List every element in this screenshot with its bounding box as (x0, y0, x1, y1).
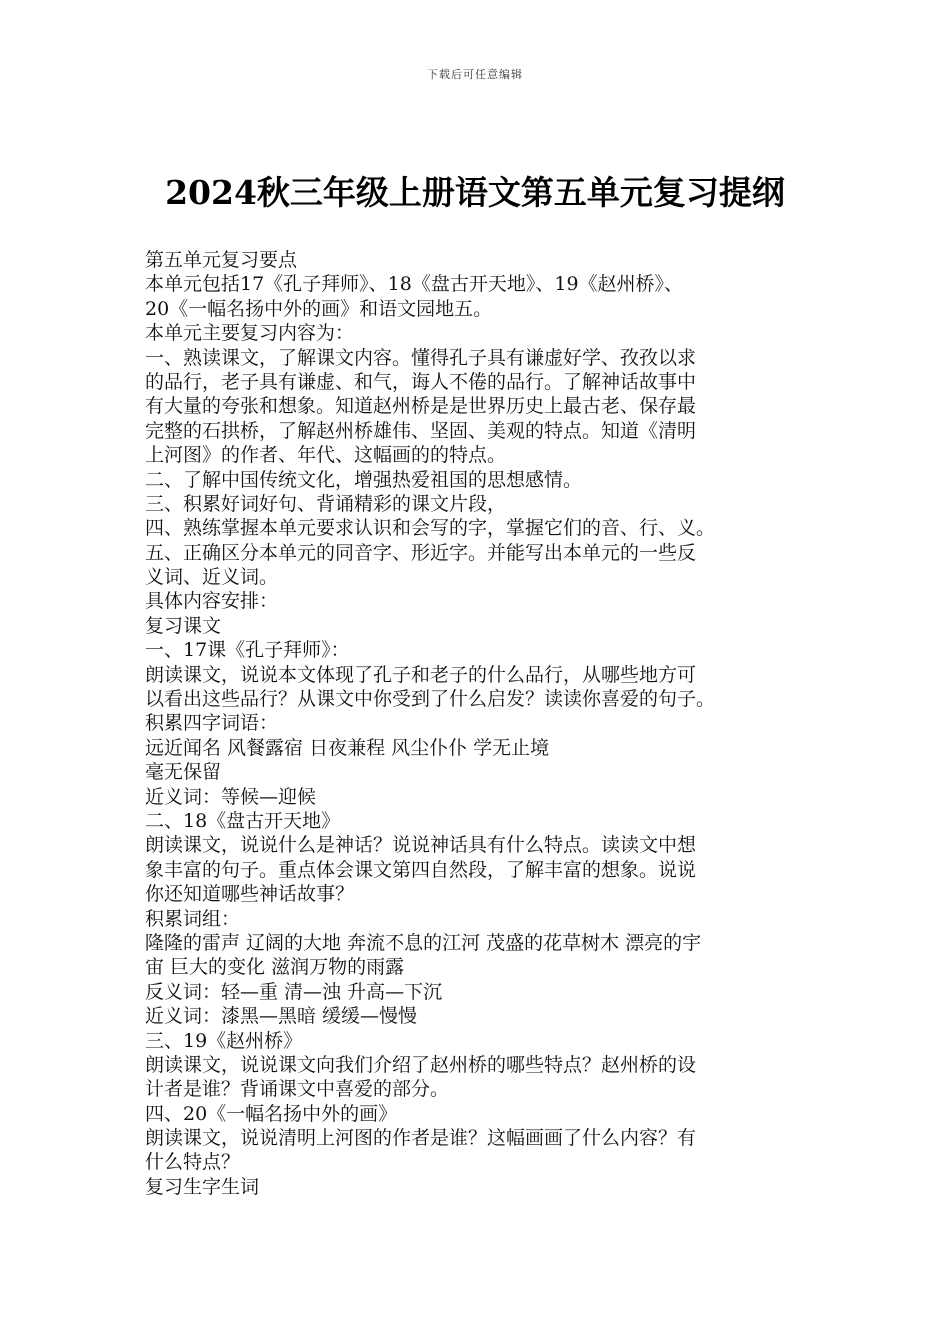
text-line: 朗读课文，说说什么是神话？说说神话具有什么特点。读读文中想 (145, 834, 697, 857)
text-line: 二、18《盘古开天地》 (145, 809, 341, 832)
page-header-note: 下载后可任意编辑 (427, 68, 523, 81)
text-line: 本单元包括17《孔子拜师》、18《盘古开天地》、19《赵州桥》、 (145, 273, 684, 296)
document-title: 2024秋三年级上册语文第五单元复习提纲 (165, 173, 785, 212)
text-line: 一、熟读课文，了解课文内容。懂得孔子具有谦虚好学、孜孜以求 (145, 346, 697, 369)
text-line: 你还知道哪些神话故事？ (145, 883, 355, 906)
text-line: 具体内容安排： (145, 590, 279, 613)
text-line: 毫无保留 (145, 761, 222, 784)
text-line: 什么特点？ (145, 1151, 241, 1174)
text-line: 近义词：漆黑—黑暗 缓缓—慢慢 (145, 1005, 418, 1028)
text-line: 积累四字词语： (145, 712, 279, 735)
text-line: 复习课文 (145, 614, 222, 637)
text-line: 三、19《赵州桥》 (145, 1029, 303, 1052)
text-line: 积累词组： (145, 907, 241, 930)
document-body (145, 248, 813, 1199)
text-line: 本单元主要复习内容为： (145, 322, 355, 345)
text-line: 象丰富的句子。重点体会课文第四自然段，了解丰富的想象。说说 (145, 858, 697, 881)
text-line: 四、熟练掌握本单元要求认识和会写的字，掌握它们的音、行、义。 (145, 517, 716, 540)
text-line: 20《一幅名扬中外的画》和语文园地五。 (145, 297, 493, 320)
text-line: 宙 巨大的变化 滋润万物的雨露 (145, 956, 405, 979)
text-line: 远近闻名 风餐露宿 日夜兼程 风尘仆仆 学无止境 (145, 736, 550, 759)
text-line: 义词、近义词。 (145, 566, 279, 589)
text-line: 朗读课文，说说课文向我们介绍了赵州桥的哪些特点？赵州桥的设 (145, 1053, 697, 1076)
text-line: 朗读课文，说说清明上河图的作者是谁？这幅画画了什么内容？有 (145, 1127, 697, 1150)
text-line: 复习生字生词 (145, 1175, 260, 1198)
text-line: 第五单元复习要点 (145, 249, 298, 271)
text-line: 以看出这些品行？从课文中你受到了什么启发？读读你喜爱的句子。 (145, 688, 716, 711)
text-line: 三、积累好词好句、背诵精彩的课文片段， (145, 492, 507, 515)
text-line: 有大量的夸张和想象。知道赵州桥是是世界历史上最古老、保存最 (145, 395, 697, 418)
text-line: 计者是谁？背诵课文中喜爱的部分。 (145, 1078, 450, 1101)
text-line: 四、20《一幅名扬中外的画》 (145, 1102, 398, 1125)
text-line: 反义词：轻—重 清—浊 升高—下沉 (145, 980, 443, 1003)
text-line: 五、正确区分本单元的同音字、形近字。并能写出本单元的一些反 (145, 541, 697, 564)
text-line: 完整的石拱桥，了解赵州桥雄伟、坚固、美观的特点。知道《清明 (145, 419, 697, 442)
text-line: 一、17课《孔子拜师》： (145, 639, 350, 662)
text-line: 隆隆的雷声 辽阔的大地 奔流不息的江河 茂盛的花草树木 漂亮的宇 (145, 931, 702, 954)
text-line: 上河图》的作者、年代、这幅画的的特点。 (145, 444, 507, 467)
text-line: 近义词：等候—迎候 (145, 785, 317, 808)
text-line: 二、了解中国传统文化，增强热爱祖国的思想感情。 (145, 468, 583, 491)
text-line: 朗读课文，说说本文体现了孔子和老子的什么品行，从哪些地方可 (145, 663, 697, 686)
text-line: 的品行，老子具有谦虚、和气，诲人不倦的品行。了解神话故事中 (145, 370, 697, 393)
